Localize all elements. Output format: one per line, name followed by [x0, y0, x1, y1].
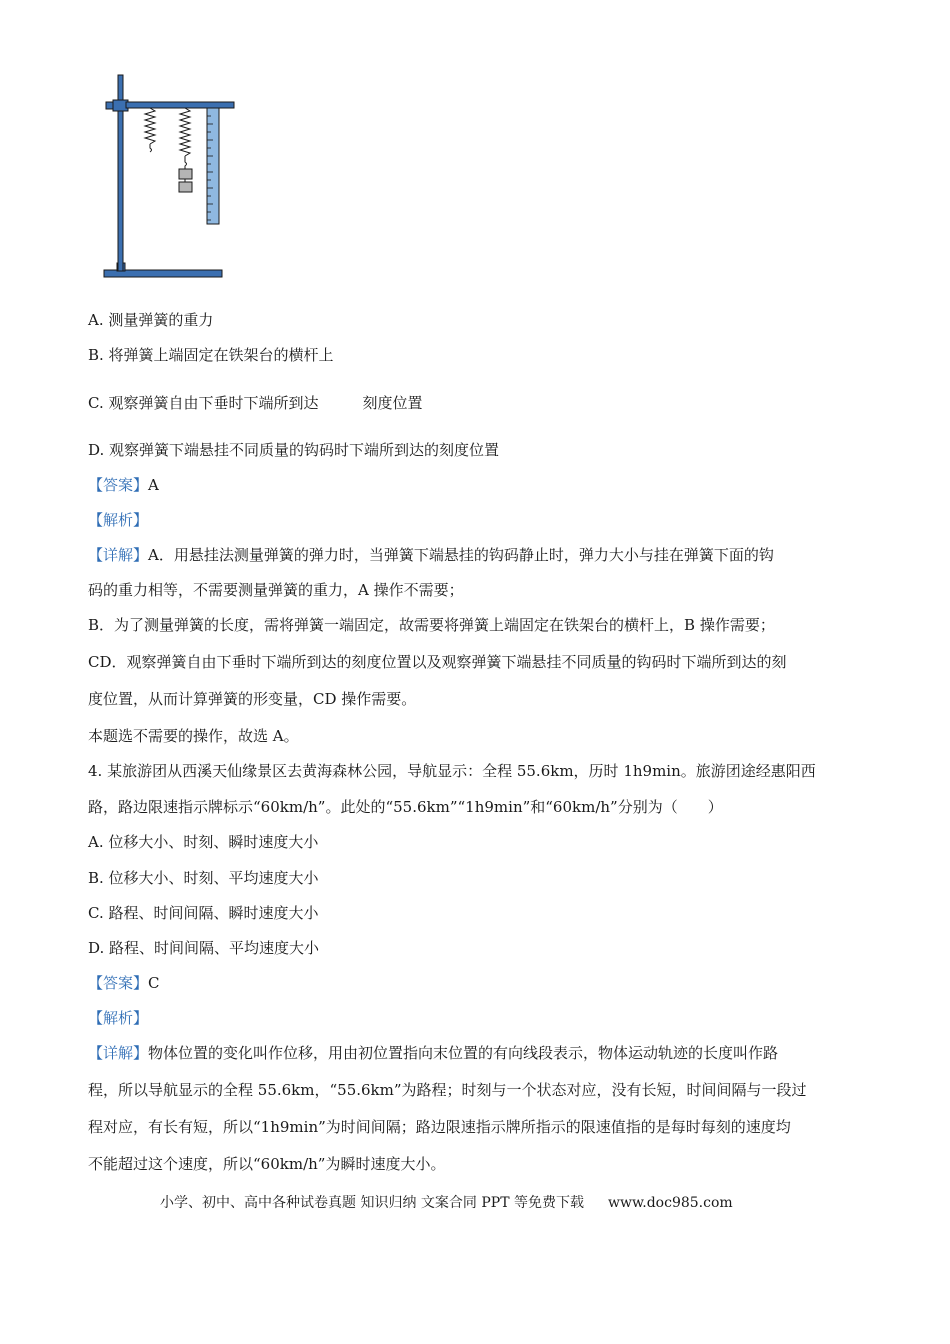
q3-option-c: [88, 393, 423, 413]
spring-loaded: [180, 108, 190, 169]
q4-stem-line1: 4. 某旅游团从西溪天仙缘景区去黄海森林公园，导航显示：全程 55.6km，历时 1h9min。旅游团途经惠阳西: [88, 762, 816, 780]
spring-experiment-figure: [100, 70, 240, 282]
q4-detail-label: 【详解】: [88, 1044, 149, 1062]
q3-detail-line6: 本题选不需要的操作，故选 A。: [88, 727, 299, 745]
q4-option-c: C. 路程、时间间隔、瞬时速度大小: [88, 904, 319, 922]
footer-url[interactable]: www.doc985.com: [607, 1195, 733, 1211]
q3-detail-line2: 码的重力相等，不需要测量弹簧的重力，A 操作不需要；: [88, 581, 464, 599]
q4-analysis-label: 【解析】: [88, 1009, 149, 1027]
q4-option-b: B. 位移大小、时刻、平均速度大小: [88, 869, 319, 887]
q3-detail-label: 【详解】: [88, 546, 149, 564]
q4-answer: [88, 973, 160, 993]
q3-option-c-part2: 刻度位置: [362, 394, 423, 412]
q3-option-b: B. 将弹簧上端固定在铁架台的横杆上: [88, 346, 334, 364]
q3-detail-text1: A．用悬挂法测量弹簧的弹力时，当弹簧下端悬挂的钩码静止时，弹力大小与挂在弹簧下面的钩: [148, 546, 774, 564]
q3-detail-line4: CD．观察弹簧自由下垂时下端所到达的刻度位置以及观察弹簧下端悬挂不同质量的钩码时下端所到达的刻: [88, 653, 787, 671]
q4-detail-line1: [88, 1043, 778, 1063]
q4-detail-line2: 程，所以导航显示的全程 55.6km，“55.6km”为路程；时刻与一个状态对应，没有长短，时间间隔与一段过: [88, 1081, 807, 1099]
q4-answer-label: 【答案】: [88, 974, 149, 992]
q3-detail-line3: B．为了测量弹簧的长度，需将弹簧一端固定，故需要将弹簧上端固定在铁架台的横杆上，B 操作需要；: [88, 616, 775, 634]
q3-detail-line5: 度位置，从而计算弹簧的形变量，CD 操作需要。: [88, 690, 417, 708]
q3-answer-label: 【答案】: [88, 476, 149, 494]
q3-detail-line1: [88, 545, 774, 565]
q4-stem-line2: 路，路边限速指示牌标示“60km/h”。此处的“55.6km”“1h9min”和“60km/h”分别为（ ）: [88, 798, 723, 816]
q4-option-a: A. 位移大小、时刻、瞬时速度大小: [88, 833, 319, 851]
q3-analysis-label: 【解析】: [88, 511, 149, 529]
stand-crossbar: [126, 102, 234, 108]
q4-detail-text1: 物体位置的变化叫作位移，用由初位置指向末位置的有向线段表示，物体运动轨迹的长度叫作路: [148, 1044, 779, 1062]
q3-option-c-part1: C. 观察弹簧自由下垂时下端所到达: [88, 394, 319, 412]
hook-weight-top: [179, 169, 192, 179]
spring-free: [145, 108, 155, 152]
q3-option-a: A. 测量弹簧的重力: [88, 311, 214, 329]
page-footer: [160, 1192, 733, 1212]
hook-weight-bottom: [179, 182, 192, 192]
q4-option-d: D. 路程、时间间隔、平均速度大小: [88, 939, 320, 957]
q3-answer-value: A: [148, 476, 159, 494]
ruler: [207, 108, 219, 224]
q3-answer: [88, 475, 159, 495]
q3-option-d: D. 观察弹簧下端悬挂不同质量的钩码时下端所到达的刻度位置: [88, 441, 500, 459]
q4-detail-line3: 程对应，有长有短，所以“1h9min”为时间间隔；路边限速指示牌所指示的限速值指的是每时每刻的速度均: [88, 1118, 791, 1136]
footer-text: 小学、初中、高中各种试卷真题 知识归纳 文案合同 PPT 等免费下载: [160, 1195, 584, 1211]
q4-answer-value: C: [148, 974, 160, 992]
q4-detail-line4: 不能超过这个速度，所以“60km/h”为瞬时速度大小。: [88, 1155, 446, 1173]
